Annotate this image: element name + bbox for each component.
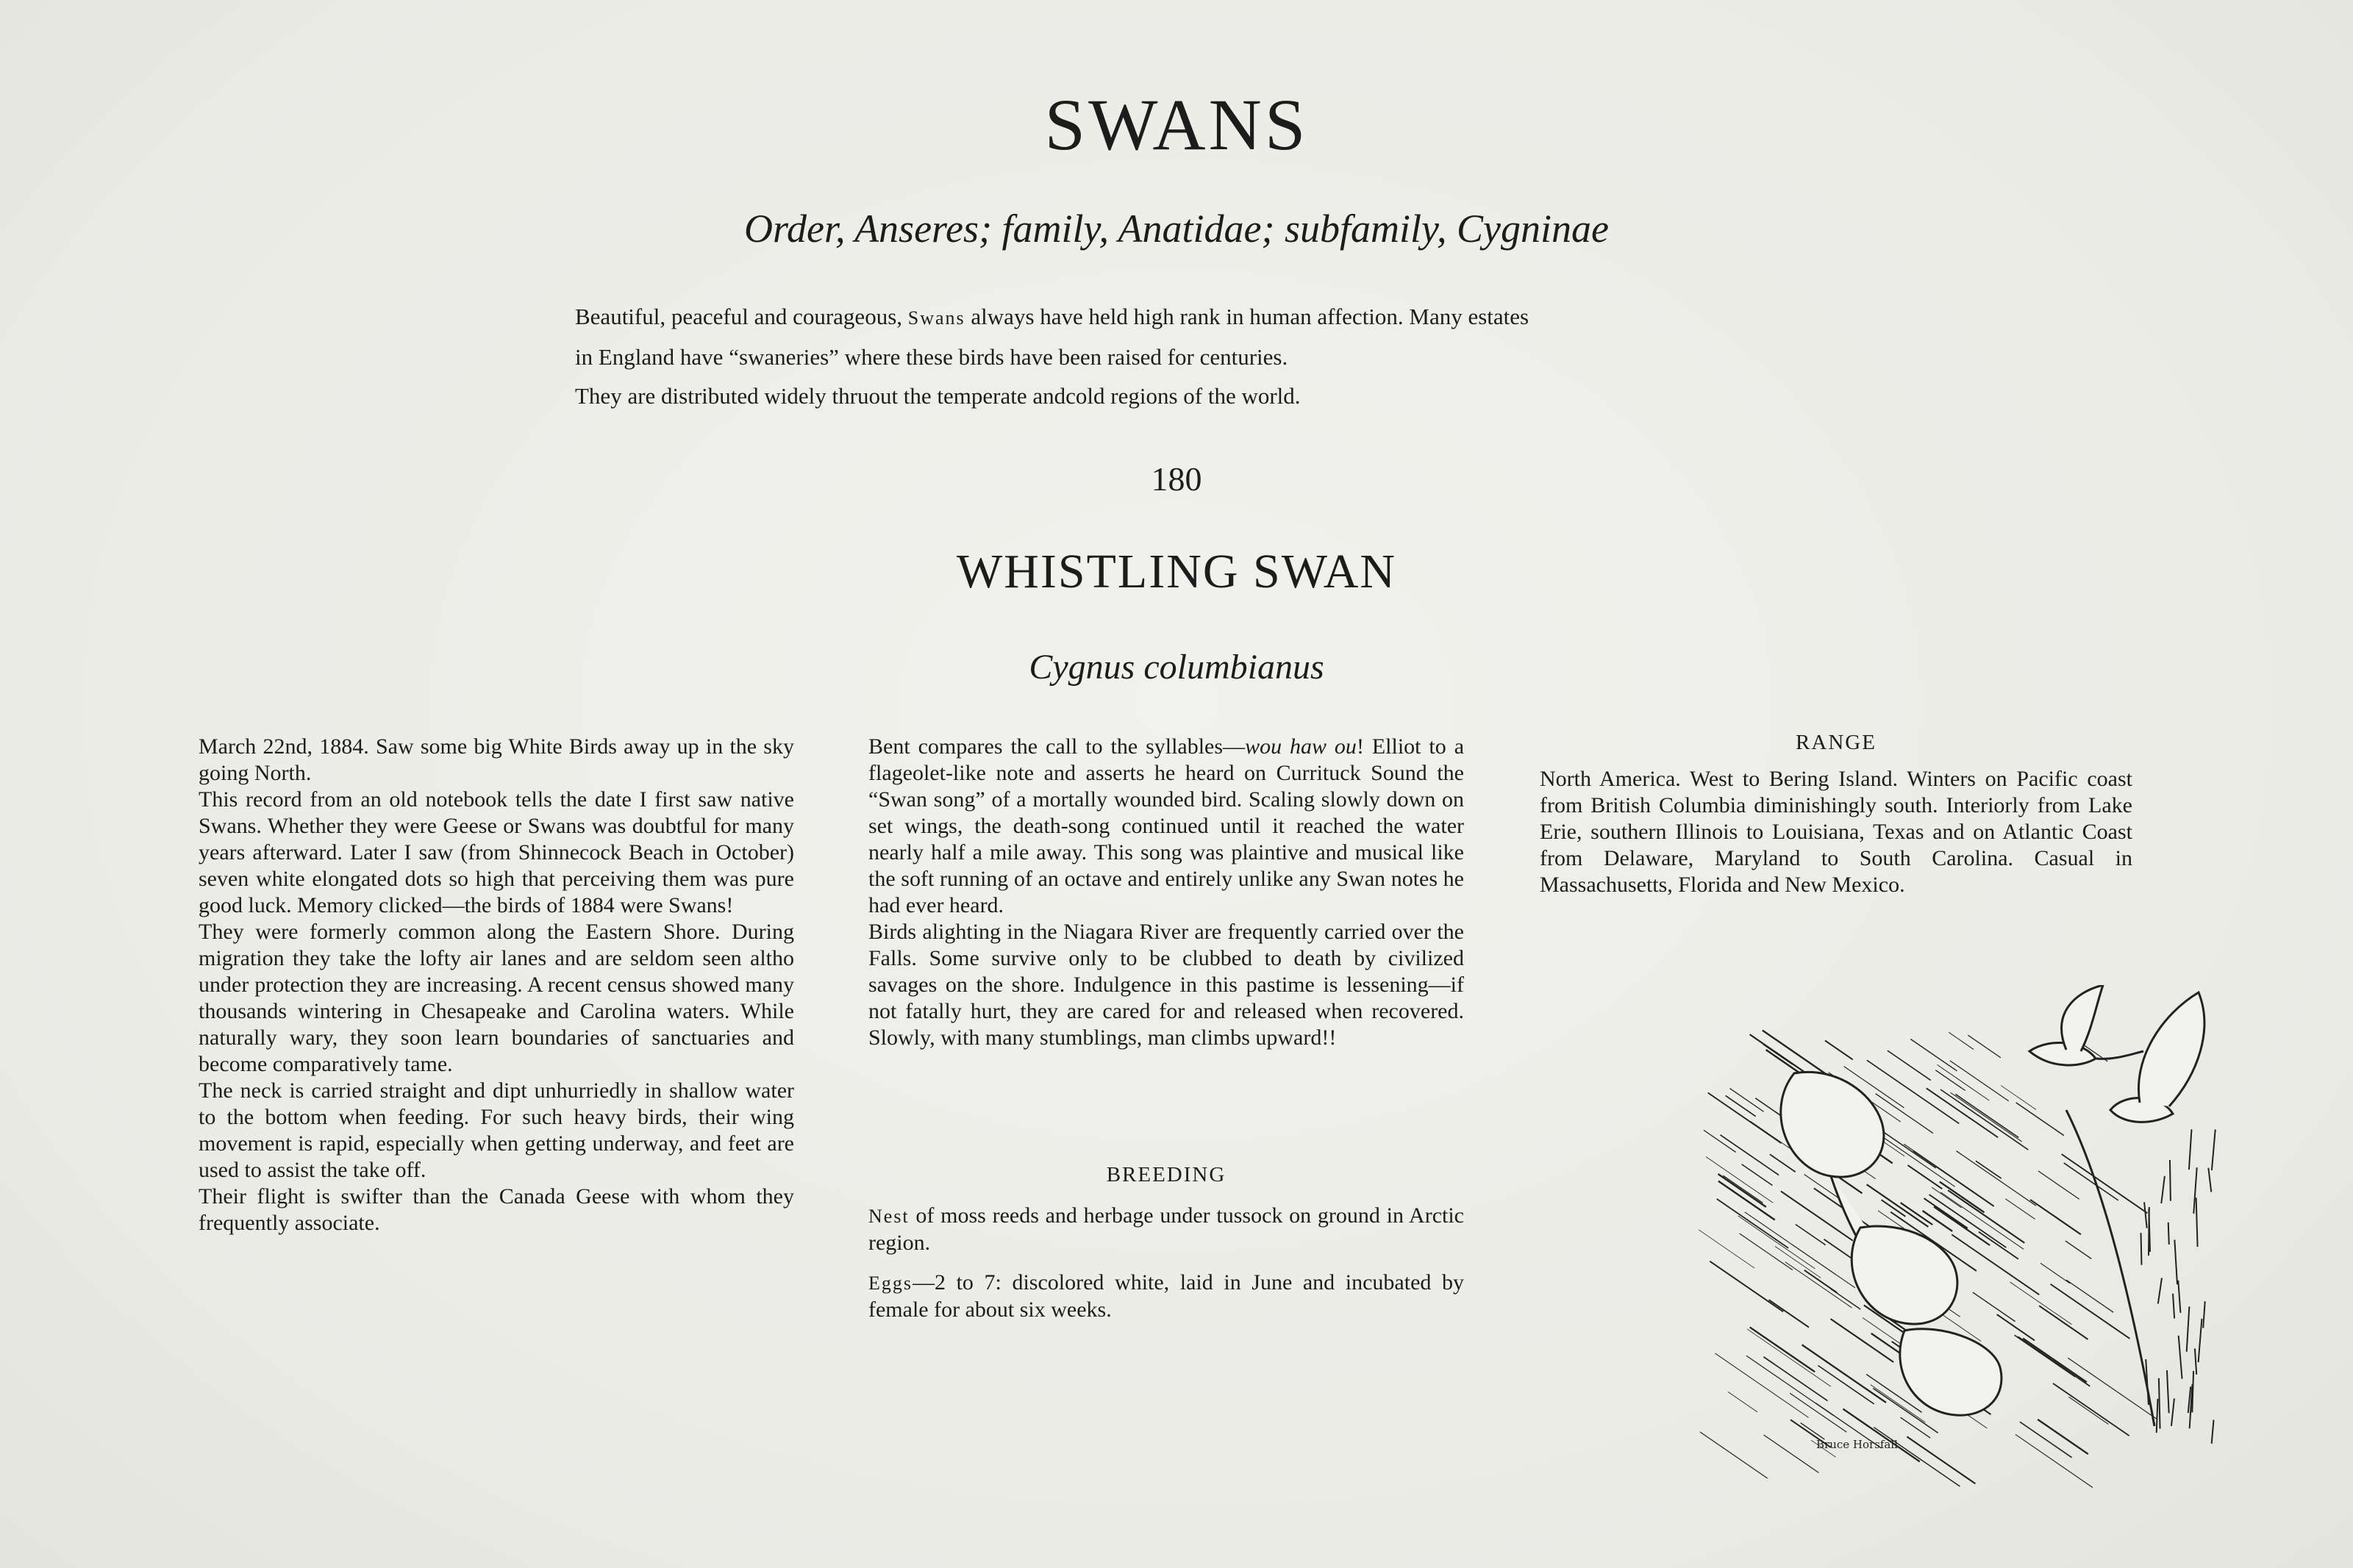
breeding-heading: BREEDING [1106,1163,1227,1186]
swan-middle-body [1852,1226,1957,1324]
hatch-stroke [1949,1032,1974,1049]
col1-paragraph: Their flight is swifter than the Canada Geese with whom they frequently associate. [199,1184,794,1235]
grass-stroke [2195,1348,2196,1374]
intro-line-3: They are distributed widely thruout the temperate andcold regions of the world. [575,383,1301,409]
hatch-stroke [1968,1035,2000,1058]
hatch-stroke [1867,1184,1929,1227]
hatch-stroke [2065,1241,2091,1259]
hatch-stroke [1831,1319,1894,1362]
hatch-stroke [2015,1434,2093,1487]
hatch-stroke [1763,1357,1827,1401]
swans-flight-illustration [1684,985,2228,1500]
swan-bottom-body [1900,1329,2002,1415]
hatch-stroke [1700,1432,1768,1478]
intro-line-1-start: Beautiful, peaceful and courageous, [575,304,908,329]
hatch-stroke [2020,1422,2072,1458]
hatch-stroke [1948,1190,2024,1243]
col1-paragraph: The neck is carried straight and dipt unhurriedly in shallow water to the bottom when feeding. For such heavy birds, their wing movement is rapid, especially when getting underway, and feet are used to assist the take off. [199,1078,794,1182]
grass-stroke [2178,1281,2180,1313]
eggs-label: Eggs [868,1272,913,1294]
hatch-stroke [1764,1435,1819,1472]
call-syllables: wou haw ou [1245,734,1357,759]
hatch-stroke [1740,1234,1793,1270]
hatch-stroke [1747,1329,1831,1386]
hatch-stroke [1717,1199,1788,1248]
hatch-stroke [2040,1263,2070,1284]
hatch-stroke [1888,1050,1931,1080]
hatch-stroke [1715,1353,1808,1417]
swan-flying-wing [2062,985,2103,1051]
species-name: WHISTLING SWAN [956,545,1397,598]
grass-stroke [2167,1370,2169,1413]
grass-stroke [2144,1202,2147,1228]
intro-line-1 [575,297,1781,337]
scientific-name: Cygnus columbianus [1029,648,1324,687]
col1-paragraph: March 22nd, 1884. Saw some big White Birds away up in the sky going North. [199,734,794,785]
hatch-stroke [1830,1289,1860,1309]
col2-paragraph: Birds alighting in the Niagara River are frequently carried over the Falls. Some survive only to be clubbed to death by civilized savages on the shore. Indulgence in this pastime is lessening—if not fatally hurt, they are cared for and released when recovered. Slowly, with many stumblings, man climbs upward!! [868,920,1464,1050]
swan-flying-neck [2096,1051,2143,1059]
breeding-heading-wrap [868,1161,1464,1188]
grass-stroke [2189,1129,2192,1170]
grass-stroke [2158,1278,2162,1304]
grass-stroke [2212,1129,2215,1170]
hatch-stroke [1770,1154,1796,1172]
hatch-stroke [2038,1420,2088,1454]
illustration-signature: Bruce Horsfall [1816,1438,1898,1451]
hatch-stroke [2038,1171,2079,1199]
grass-stroke [2159,1378,2160,1429]
hatch-stroke [2068,1397,2108,1424]
intro-smallcaps-swans: Swans [907,307,965,329]
hatch-stroke [1910,1039,1957,1070]
hatch-stroke [2066,1280,2113,1312]
nest-label: Nest [868,1206,910,1227]
hatch-stroke [1901,1417,1931,1438]
hatch-stroke [1929,1195,2007,1247]
grass-stroke [2157,1399,2158,1433]
hatch-stroke [1718,1181,1775,1220]
hatch-stroke [1824,1239,1853,1259]
hatch-stroke [1874,1428,1960,1486]
hatch-stroke [1950,1061,2009,1101]
grass-stroke [2203,1301,2204,1328]
grass-stroke [2161,1176,2165,1203]
grass-stroke [2199,1319,2202,1362]
eggs-text: —2 to 7: discolored white, laid in June and incubated by female for about six weeks. [868,1270,1464,1322]
hatch-stroke [2062,1154,2148,1213]
hatch-stroke [1802,1345,1886,1403]
hatch-stroke [1801,1423,1825,1439]
hatch-stroke [1825,1040,1853,1059]
hatch-stroke [1932,1187,1961,1208]
hatch-stroke [2010,1282,2072,1325]
grass-stroke [2173,1294,2174,1319]
hatch-stroke [2018,1336,2090,1386]
hatch-stroke [1951,1092,2022,1142]
grass-stroke [2212,1420,2214,1443]
column-right-text [1540,729,2132,898]
nest-text: of moss reeds and herbage under tussock on ground in Arctic region. [868,1203,1464,1255]
hatch-stroke [2039,1306,2088,1339]
grass-stroke [2171,1398,2174,1425]
hatch-stroke [2001,1086,2036,1110]
taxonomy-subtitle: Order, Anseres; family, Anatidae; subfamily, Cygninae [744,207,1609,251]
hatch-stroke [1726,1095,1756,1116]
hatch-stroke [1704,1130,1736,1152]
hatch-stroke [1769,1300,1809,1327]
hatch-stroke [2016,1103,2064,1136]
swan-right-wing [2138,992,2204,1106]
breeding-nest [868,1203,1464,1256]
grass-stroke [2168,1222,2169,1245]
breeding-section [868,1203,1464,1336]
hatch-stroke [1738,1216,1815,1269]
hatch-stroke [1708,1092,1782,1143]
col1-paragraph: They were formerly common along the Eastern Shore. During migration they take the lofty air lanes and are seldom seen altho under protection they are increasing. A recent census showed many thousands wintering in Chesapeake and Carolina waters. While naturally wary, they soon learn boundaries of sanctuaries and become comparatively tame. [199,920,794,1076]
grass-stroke [2208,1168,2211,1192]
hatch-stroke [1973,1292,2015,1322]
intro-paragraph [575,297,1781,415]
intro-line-2: in England have “swaneries” where these birds have been raised for centuries. [575,344,1288,370]
grass-stroke [2179,1336,2182,1379]
col2-p1-start: Bent compares the call to the syllables— [868,734,1246,759]
hatch-stroke [1913,1150,1994,1206]
page-title: SWANS [1044,84,1309,165]
grass-stroke [2196,1198,2198,1247]
col2-p1-end: ! Elliot to a flageolet-like note and asserts he heard on Currituck Sound the “Swan song” of a mortally wounded bird. Scaling slowly down on set wings, the death-song continued until it reached the water nearly half a mile away. This song was plaintive and musical like the soft running of an octave and entirely unlike any Swan notes he had ever heard. [868,734,1465,917]
hatch-stroke [1956,1151,2036,1206]
column-middle-text [868,734,1464,1051]
hatch-stroke [1728,1392,1757,1411]
grass-stroke [2170,1160,2171,1201]
hatch-stroke [2030,1200,2081,1234]
hatch-stroke [1796,1225,1826,1245]
species-number: 180 [1151,460,1202,498]
hatch-stroke [1791,1244,1855,1288]
hatch-stroke [2023,1339,2087,1383]
hatch-stroke [1955,1094,2018,1137]
range-text: North America. West to Bering Island. Winters on Pacific coast from British Columbia diminishingly south. Interiorly from Lake Erie, southern Illinois to Louisiana, Texas and on Atlantic Coast from Delaware, Maryland to South Carolina. Casual in Massachusetts, Florida and New Mexico. [1540,767,2132,897]
hatch-stroke [1927,1088,1998,1137]
hatch-stroke [2051,1284,2130,1339]
hatch-stroke [1710,1261,1783,1312]
hatch-stroke [1818,1365,1874,1403]
hatch-stroke [1790,1393,1846,1432]
column-left-text [199,734,794,1236]
grass-stroke [2141,1233,2142,1265]
hatch-stroke [1785,1262,1852,1308]
hatch-stroke [1699,1230,1754,1268]
hatch-stroke [1935,1070,1965,1091]
intro-line-1-end: always have held high rank in human affection. Many estates [965,304,1529,329]
col1-paragraph: This record from an old notebook tells the date I first saw native Swans. Whether they were Geese or Swans was doubtful for many years afterward. Later I saw (from Shinnecock Beach in October) seven white elongated dots so high that perceiving them was pure good luck. Memory clicked—the birds of 1884 were Swans! [199,787,794,917]
hatch-stroke [1979,1232,2018,1259]
hatch-stroke [1976,1161,2002,1178]
col2-paragraph [868,734,1464,919]
breeding-eggs [868,1270,1464,1323]
hatch-stroke [1775,1247,1821,1278]
range-heading: RANGE [1796,731,1877,754]
grass-stroke [2174,1240,2177,1285]
hatch-stroke [1718,1174,1766,1207]
grass-stroke [2187,1306,2190,1352]
hatch-stroke [1843,1409,1919,1462]
hatch-stroke [2053,1383,2129,1436]
swan-left-body [1781,1072,1884,1177]
hatch-stroke [1907,1165,1942,1189]
